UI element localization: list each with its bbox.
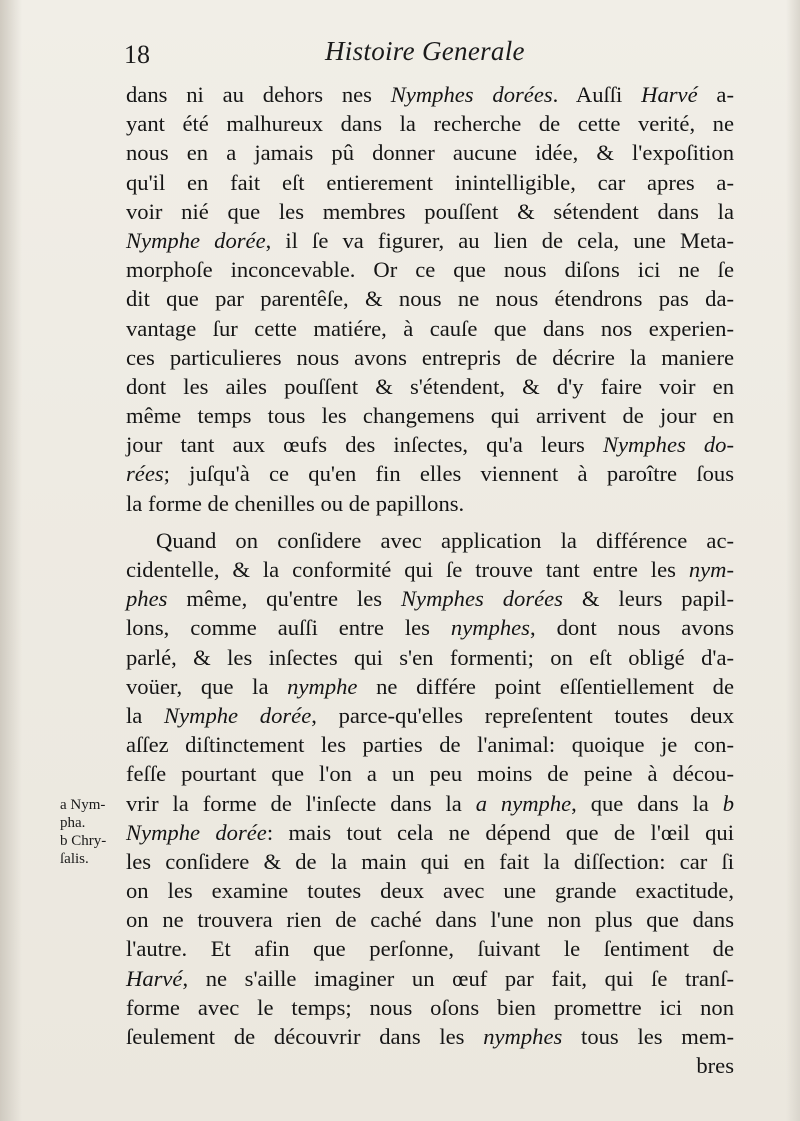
paragraph-1 [126,80,734,518]
italic-segment: Nymphes dorées [390,82,553,107]
text-line [126,255,734,284]
text-line [126,759,734,788]
text-segment: feſſe pourtant que l'on a un peu moins de peine à décou- [126,761,734,787]
body-text [126,80,734,1080]
text-line [126,430,734,459]
text-line [126,555,734,584]
catchword: bres [696,1053,734,1079]
text-segment: dans ni au dehors nes [126,82,391,107]
italic-segment: nymphe [500,790,572,816]
text-segment: , ne s'aille imaginer un œuf par fait, qui ſe tranſ- [182,965,734,991]
margin-note [60,796,126,868]
margin-note-line: ſalis. [60,851,89,867]
text-line [126,672,734,701]
italic-segment: nymphe [287,673,358,699]
text-segment: forme avec le temps; nous oſons bien promettre ici non [126,994,734,1020]
text-line [126,905,734,934]
text-line [126,789,734,818]
text-segment [487,791,501,816]
text-line [126,934,734,963]
text-line [126,643,734,672]
italic-segment: nymphes [450,615,530,641]
text-segment: ſeulement de découvrir dans les [126,1024,484,1049]
margin-note-line: b Chry- [60,833,107,849]
text-segment: ces particulieres nous avons entrepris de décrire la maniere [126,344,734,370]
text-segment: a- [697,82,734,107]
italic-segment: Nymphe dorée [126,227,266,253]
text-segment: les conſidere & de la main qui en fait la diſſection: car ſi [126,848,734,874]
text-segment: l'autre. Et afin que perſonne, ſuivant le ſentiment de [126,936,734,962]
italic-segment: Nymphe dorée [164,702,312,728]
italic-segment: Nymphe dorée [126,819,267,845]
text-segment: nous en a jamais pû donner aucune idée, & l'expoſition [126,140,734,166]
text-segment: : mais tout cela ne dépend que de l'œil qui [266,819,734,845]
text-line [126,584,734,613]
text-line [126,284,734,313]
text-line [126,80,734,109]
text-segment: dit que par parentêſe, & nous ne nous étendrons pas da- [126,286,734,312]
italic-segment: Harvé [641,82,698,107]
text-segment: même temps tous les changemens qui arrivent de jour en [126,403,734,429]
text-line [126,730,734,759]
text-line [126,343,734,372]
text-segment: on les examine toutes deux avec une grande exactitude, [126,878,734,904]
text-segment: . Auſſi [552,82,642,107]
text-segment: , dont nous avons [529,615,735,641]
italic-segment: phes [126,586,168,612]
text-segment: yant été malhureux dans la recherche de cette verité, ne [126,111,734,137]
text-segment: aſſez diſtinctement les parties de l'animal: quoique je con- [126,732,734,758]
text-segment: on ne trouvera rien de caché dans l'une non plus que dans [126,907,734,933]
italic-segment: rées [126,461,164,487]
text-line [126,964,734,993]
text-segment: la forme de chenilles ou de papillons. [126,490,465,516]
text-segment: vrir la forme de l'inſecte dans la [126,790,476,816]
gutter-shadow [0,0,22,1121]
text-segment: dont les ailes pouſſent & s'étendent, & d'y faire voir en [126,373,734,399]
italic-segment: b [722,790,734,816]
text-line [126,847,734,876]
italic-segment: Nymphes dorées [400,586,563,612]
italic-segment: Nymphes do- [602,432,734,458]
text-line [126,168,734,197]
text-line [126,489,734,518]
text-segment: , il ſe va figurer, au lien de cela, une Meta- [265,227,734,253]
text-segment: morphoſe inconcevable. Or ce que nous diſons ici ne ſe [126,257,734,283]
text-segment: vantage ſur cette matiére, à cauſe que dans nos experien- [126,315,734,341]
text-segment: ne différe point eſſentiellement de [357,673,734,699]
running-head: Histoire Generale [325,36,525,66]
margin-note-line: a Nym- [60,797,106,813]
text-segment: parlé, & les inſectes qui s'en formenti; on eſt obligé d'a- [126,644,734,670]
text-line [126,701,734,730]
paragraph-2 [126,526,734,1051]
italic-segment: a [475,790,487,816]
text-line [126,818,734,847]
text-line [126,993,734,1022]
text-segment: & leurs papil- [562,586,735,612]
text-line [126,226,734,255]
text-line [126,197,734,226]
text-segment: , parce-qu'elles repreſentent toutes deux [311,702,734,728]
text-line [126,372,734,401]
text-line [126,1022,734,1051]
text-segment: voir nié que les membres pouſſent & sétendent dans la [126,198,734,224]
page-edge-shadow [786,0,800,1121]
page-number: 18 [124,40,150,69]
italic-segment: Harvé [126,965,183,991]
text-segment: tous les mem- [562,1024,734,1049]
text-line [126,401,734,430]
text-segment: jour tant aux œufs des inſectes, qu'a leurs [126,432,603,458]
text-line [126,314,734,343]
italic-segment: nymphes [483,1024,563,1049]
text-segment: voüer, que la [126,673,288,699]
text-segment: lons, comme auſſi entre les [126,615,451,641]
text-segment: ; juſqu'à ce qu'en fin elles viennent à paroître ſous [163,461,734,487]
text-segment: Quand on conſidere avec application la différence ac- [156,527,734,553]
text-segment: cidentelle, & la conformité qui ſe trouve tant entre les [126,557,689,582]
text-line [126,876,734,905]
text-line [126,138,734,167]
text-line [126,109,734,138]
text-line [126,526,734,555]
text-segment: qu'il en fait eſt entierement inintelligible, car apres a- [126,169,734,195]
margin-note-line: pha. [60,815,86,831]
text-line [126,613,734,642]
text-segment: la [126,702,165,728]
text-segment: même, qu'entre les [167,586,401,612]
italic-segment: nym- [688,557,734,582]
text-line [126,459,734,488]
text-segment: , que dans la [571,790,723,816]
